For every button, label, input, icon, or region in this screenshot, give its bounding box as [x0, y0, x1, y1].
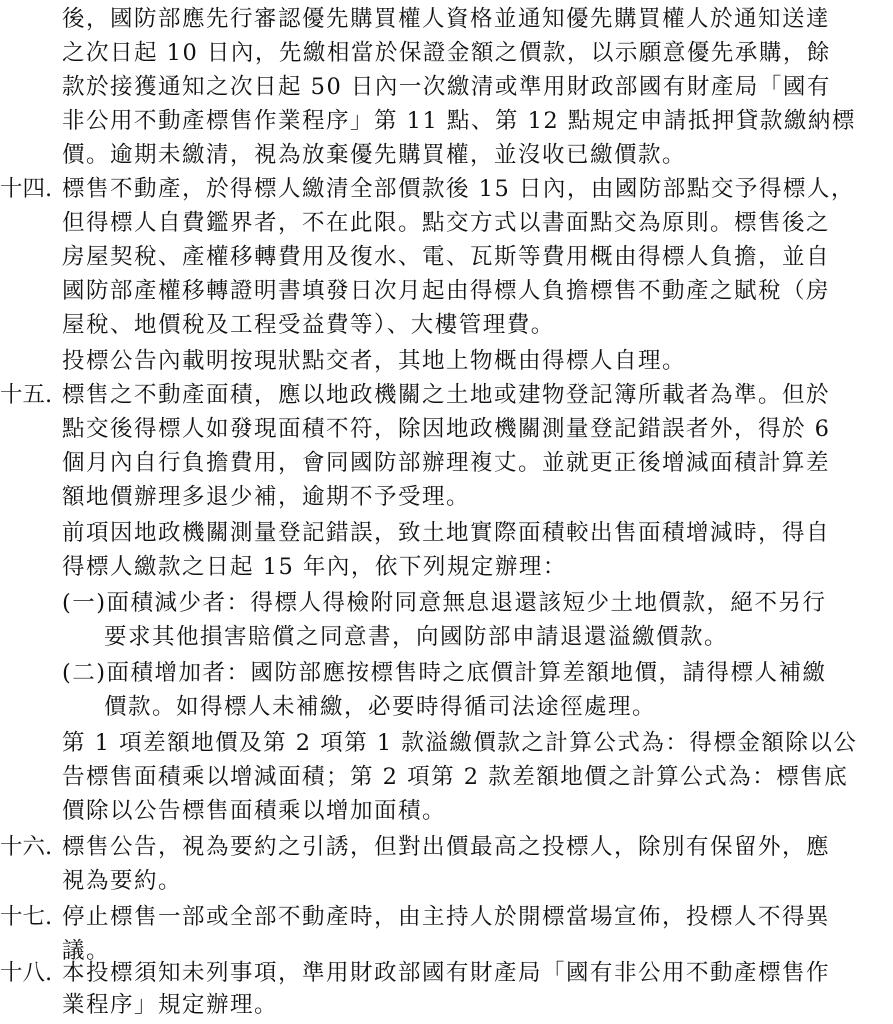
text-line: 標售之不動產面積，應以地政機關之土地或建物登記簿所載者為準。但於	[62, 382, 831, 408]
sub-item-2-line: 價款。如得標人未補繳，必要時得循司法途徑處理。	[104, 694, 657, 720]
sub-item-2-line: (二)面積增加者：國防部應按標售時之底價計算差額地價，請得標人補繳	[62, 660, 827, 686]
text-line: 視為要約。	[62, 868, 183, 894]
clause-number: 十八.	[0, 960, 53, 986]
text-line: 標售不動產，於得標人繳清全部價款後 15 日內，由國防部點交予得標人，	[62, 176, 855, 202]
text-line: 投標公告內載明按現狀點交者，其地上物概由得標人自理。	[62, 348, 687, 374]
text-line: 價。逾期未繳清，視為放棄優先購買權，並沒收已繳價款。	[62, 142, 687, 168]
text-line: 款於接獲通知之次日起 50 日內一次繳清或準用財政部國有財產局「國有	[62, 74, 831, 100]
text-line: 非公用不動產標售作業程序」第 11 點、第 12 點規定申請抵押貸款繳納標	[62, 108, 856, 134]
text-line: 屋稅、地價稅及工程受益費等）、大樓管理費。	[62, 312, 555, 338]
text-line: 得標人繳款之日起 15 年內，依下列規定辦理：	[62, 554, 567, 580]
text-line: 第 1 項差額地價及第 2 項第 1 款溢繳價款之計算公式為：得標金額除以公	[62, 730, 858, 756]
text-line: 告標售面積乘以增減面積；第 2 項第 2 款差額地價之計算公式為：標售底	[62, 764, 849, 790]
text-line: 國防部產權移轉證明書填發日次月起由得標人負擔標售不動產之賦稅（房	[62, 278, 831, 304]
text-line: 後，國防部應先行審認優先購買權人資格並通知優先購買權人於通知送達	[62, 6, 831, 32]
clause-number: 十七.	[0, 904, 53, 930]
clause-number: 十四.	[0, 176, 53, 202]
text-line: 停止標售一部或全部不動產時，由主持人於開標當場宣佈，投標人不得異	[62, 904, 831, 930]
text-line: 標售公告，視為要約之引誘，但對出價最高之投標人，除別有保留外，應	[62, 834, 831, 860]
sub-item-1-line: 要求其他損害賠償之同意書，向國防部申請退還溢繳價款。	[104, 624, 729, 650]
text-line: 議。	[62, 938, 111, 964]
text-line: 價除以公告標售面積乘以增加面積。	[62, 798, 447, 824]
text-line: 點交後得標人如發現面積不符，除因地政機關測量登記錯誤者外，得於 6	[62, 416, 831, 442]
clause-number: 十五.	[0, 382, 53, 408]
sub-item-1-line: (一)面積減少者：得標人得檢附同意無息退還該短少土地價款，絕不另行	[62, 590, 827, 616]
text-line: 之次日起 10 日內，先繳相當於保證金額之價款，以示願意優先承購，餘	[62, 40, 831, 66]
text-line: 額地價辦理多退少補，逾期不予受理。	[62, 484, 471, 510]
text-line: 前項因地政機關測量登記錯誤，致土地實際面積較出售面積增減時，得自	[62, 520, 831, 546]
text-line: 本投標須知未列事項，準用財政部國有財產局「國有非公用不動產標售作	[62, 960, 831, 986]
text-line: 個月內自行負擔費用，會同國防部辦理複丈。並就更正後增減面積計算差	[62, 450, 831, 476]
clause-number: 十六.	[0, 834, 53, 860]
text-line: 房屋契稅、產權移轉費用及復水、電、瓦斯等費用概由得標人負擔，並自	[62, 244, 831, 270]
text-line: 但得標人自費鑑界者，不在此限。點交方式以書面點交為原則。標售後之	[62, 210, 831, 236]
text-line: 業程序」規定辦理。	[62, 992, 279, 1018]
